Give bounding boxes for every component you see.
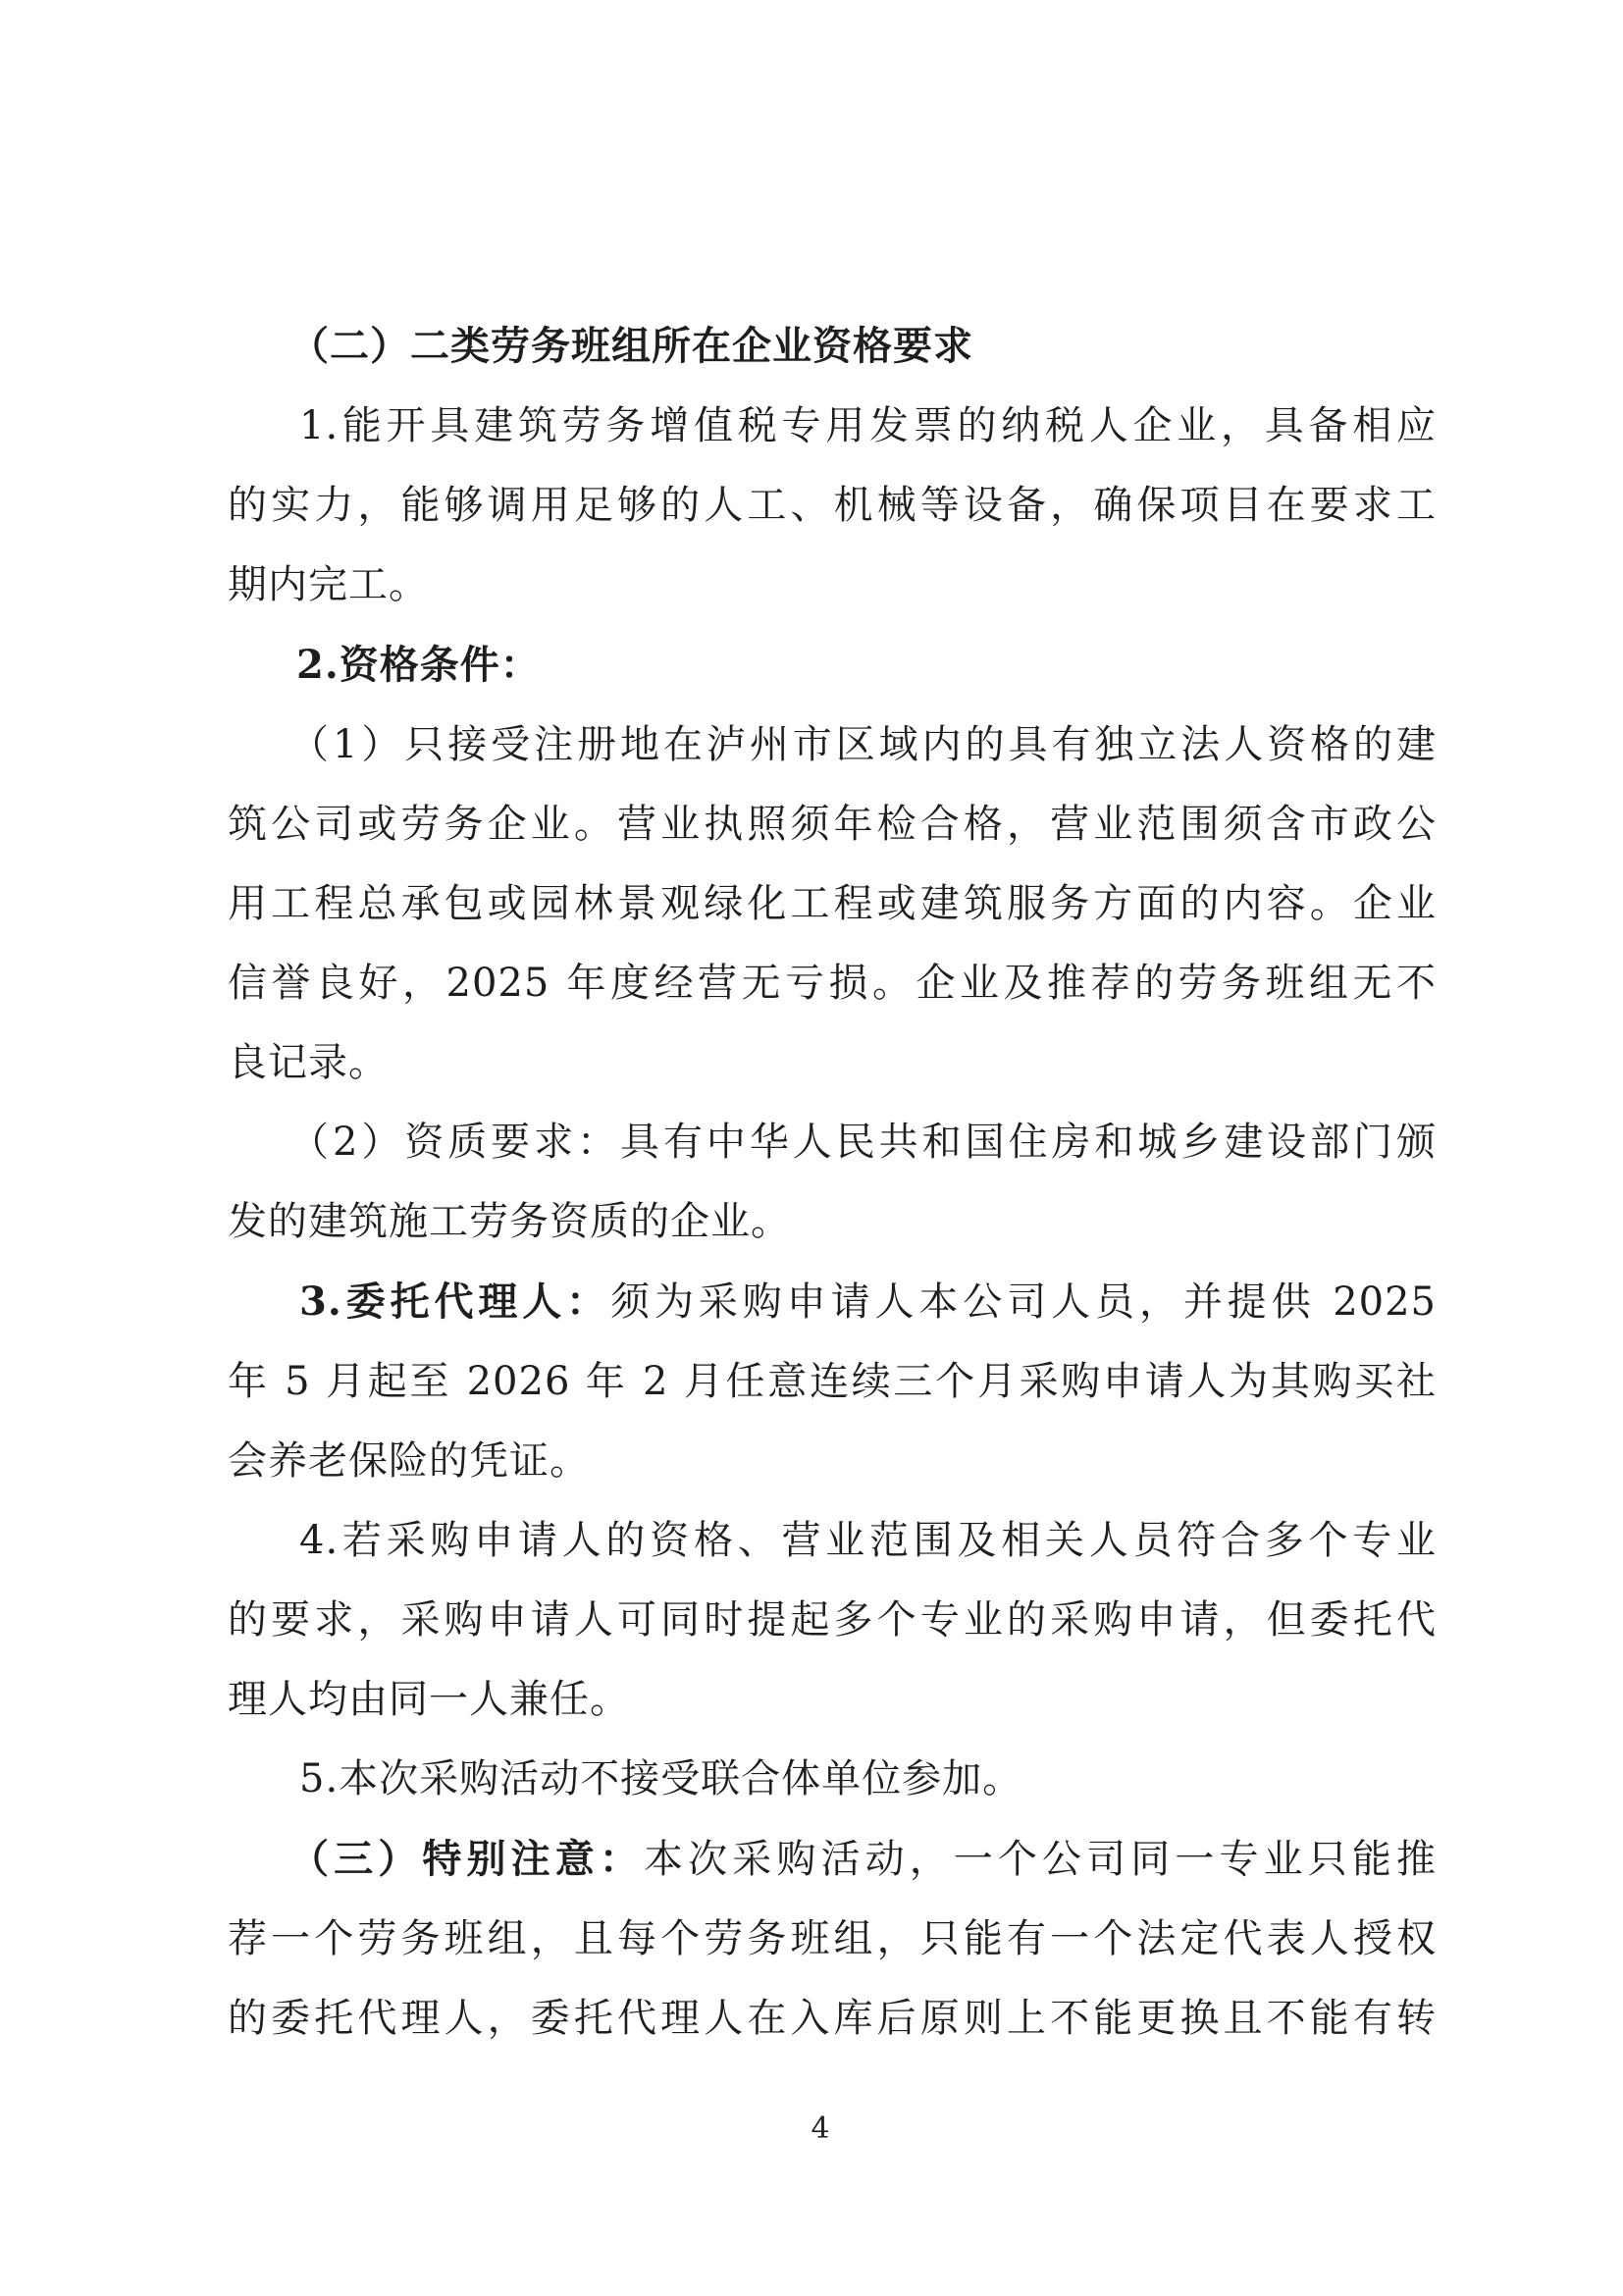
bold-text-segment: （二）二类劳务班组所在企业资格要求 — [289, 323, 973, 369]
bold-text-segment: （三）特别注意： — [289, 1836, 644, 1882]
text-segment: 的委托代理人，委托代理人在入库后原则上不能更换且不能有转 — [228, 1996, 1437, 2041]
text-line — [228, 1501, 1437, 1581]
text-segment: 的实力，能够调用足够的人工、机械等设备，确保项目在要求工 — [228, 483, 1437, 528]
text-line — [228, 1660, 1437, 1740]
text-line — [228, 785, 1437, 864]
text-segment: 的要求，采购申请人可同时提起多个专业的采购申请，但委托代 — [228, 1597, 1437, 1643]
text-line — [228, 1979, 1437, 2059]
text-segment: 信誉良好，2025 年度经营无亏损。企业及推荐的劳务班组无不 — [228, 961, 1437, 1006]
page-number: 4 — [811, 2112, 830, 2146]
text-line — [228, 1740, 1437, 1819]
text-segment: 会养老保险的凭证。 — [228, 1438, 590, 1484]
text-segment: 4.若采购申请人的资格、营业范围及相关人员符合多个专业 — [299, 1518, 1437, 1563]
text-line — [228, 1422, 1437, 1501]
text-line — [228, 1023, 1437, 1103]
heading-section-2 — [228, 306, 1437, 387]
text-line — [228, 944, 1437, 1023]
text-segment: 期内完工。 — [228, 562, 429, 607]
text-segment: （2）资质要求：具有中华人民共和国住房和城乡建设部门颁 — [289, 1120, 1437, 1165]
text-line — [228, 387, 1437, 466]
text-line — [228, 1342, 1437, 1422]
document-body — [228, 306, 1437, 2059]
text-line — [228, 1900, 1437, 1979]
text-segment: 5.本次采购活动不接受联合体单位参加。 — [299, 1756, 1023, 1801]
text-segment: 本次采购活动，一个公司同一专业只能推 — [643, 1837, 1438, 1882]
text-segment: （1）只接受注册地在泸州市区域内的具有独立法人资格的建 — [289, 722, 1437, 767]
text-line — [228, 1103, 1437, 1182]
bold-text-segment: 2.资格条件： — [296, 642, 541, 688]
text-line — [228, 1581, 1437, 1660]
heading-item-2 — [228, 625, 1437, 705]
text-line — [228, 1182, 1437, 1262]
bold-text-segment: 3.委托代理人： — [299, 1278, 611, 1325]
text-segment: 良记录。 — [228, 1040, 389, 1085]
text-line — [228, 466, 1437, 546]
text-line — [228, 546, 1437, 625]
text-segment: 1.能开具建筑劳务增值税专用发票的纳税人企业，具备相应 — [299, 403, 1437, 448]
text-line — [228, 864, 1437, 944]
text-segment: 用工程总承包或园林景观绿化工程或建筑服务方面的内容。企业 — [228, 881, 1437, 926]
heading-item-3 — [228, 1819, 1437, 1900]
text-segment: 年 5 月起至 2026 年 2 月任意连续三个月采购申请人为其购买社 — [228, 1359, 1437, 1404]
text-segment: 须为采购申请人本公司人员，并提供 2025 — [610, 1279, 1437, 1325]
text-segment: 理人均由同一人兼任。 — [228, 1677, 630, 1722]
text-line — [228, 1262, 1437, 1342]
text-line — [228, 705, 1437, 785]
text-segment: 荐一个劳务班组，且每个劳务班组，只能有一个法定代表人授权 — [228, 1916, 1437, 1961]
text-segment: 发的建筑施工劳务资质的企业。 — [228, 1199, 791, 1244]
text-segment: 筑公司或劳务企业。营业执照须年检合格，营业范围须含市政公 — [228, 802, 1437, 847]
